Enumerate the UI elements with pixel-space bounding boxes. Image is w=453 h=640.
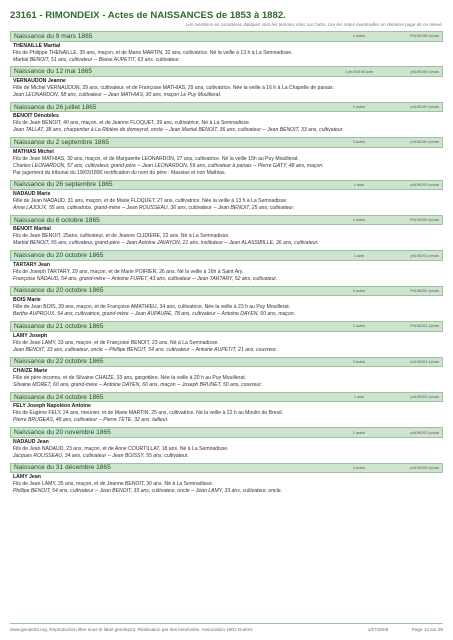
record-description: Fille de Michel VERNAUDON, 29 ans, cultivateur, et de Françoise MATHIAS, 29 ans, cultivatrice. Née la veille à 16 h à La Chapelle de panaix.: [13, 84, 334, 91]
record-photo-ref: Ph190200 /photo: [410, 218, 439, 223]
record-photo-ref: ph190201 /photo: [410, 253, 439, 258]
birth-record: [10, 137, 443, 177]
birth-record: [10, 427, 443, 460]
document-subtitle: Les mentions en caractères italiques sont les témoins cités sur l'acte. Lire les notes éventuelles en dernière page de ce relevé.: [185, 22, 443, 27]
record-header: [10, 31, 443, 42]
record-child-name: BENOIT Dénobiles: [13, 113, 59, 120]
record-child-name: NADAUD Marie: [13, 191, 51, 198]
birth-record: [10, 31, 443, 64]
record-witnesses: Charles LEONARDON, 57 ans, cultivateur, grand-père -- Jean LEONARDON, 59 ans, cultivateur à panaix -- Pierre GATY, 48 ans, maçon.: [13, 162, 324, 169]
record-date: Naissance du 6 octobre 1865: [14, 216, 100, 224]
record-photo-ref: ph190199 /photo: [410, 69, 439, 74]
record-child-name: FELY Joseph Napoléon Antoine: [13, 403, 91, 410]
record-description: Fils de Eugène FELY, 24 ans, meunier, et de Marie MARTIN, 25 ans, cultivatrice. Né la veille à 22 h au Moulin du Breuil.: [13, 410, 284, 417]
birth-record: [10, 463, 443, 496]
record-header: [10, 427, 443, 438]
record-witnesses: Silvaine MORET, 60 ans, grand-mère -- Antoine DAYEN, 60 ans, maçon -- Joseph BRUNET, 50 ans, couvreur.: [13, 382, 263, 389]
record-body: [10, 77, 443, 99]
birth-record: [10, 215, 443, 248]
record-date: Naissance du 31 décembre 1865: [14, 464, 111, 472]
record-header: [10, 286, 443, 297]
record-photo-ref: Ph190201 /photo: [410, 324, 439, 329]
record-witnesses: Martial BENOIT, 51 ans, cultivateur -- Blaise AUPETIT, 63 ans, cultivateur.: [13, 56, 181, 63]
record-body: [10, 332, 443, 354]
record-date: Naissance du 24 octobre 1865: [14, 393, 104, 401]
record-description: Fils de Jean BENOIT, 40 ans, maçon, et de Jeanne FLOQUET, 39 ans, cultivatrice. Né à La Semnadisse.: [13, 120, 251, 127]
record-child-name: THENAILLE Martial: [13, 42, 61, 49]
record-description: Fille de Jean NADAUD, 31 ans, maçon, et de Marie FLOQUET, 27 ans, cultivatrice. Née la veille à 13 h à La Semnadisse.: [13, 198, 288, 205]
record-header: [10, 102, 443, 113]
record-description: Fils de Jean LAMY, 35 ans, maçon, et de Jeanne BENOIT, 30 ans. Né à La Semnadisse.: [13, 481, 214, 488]
record-header: [10, 357, 443, 368]
record-date: Naissance du 26 septembre 1865: [14, 181, 113, 189]
record-description: Fille de père inconnu, et de Silvaine CHAIZE, 33 ans, gargotière. Née la veille à 20 h au Puy Mouillerat.: [13, 375, 247, 382]
record-acts: 3 actes: [352, 359, 366, 364]
record-acts: 3 actes: [352, 465, 366, 470]
record-acts: 1 acte: [353, 395, 365, 400]
record-date: Naissance du 9 mars 1865: [14, 32, 93, 40]
record-body: [10, 402, 443, 424]
record-body: [10, 190, 443, 212]
record-date: Naissance du 20 novembre 1865: [14, 429, 111, 437]
record-witnesses: Martial BENOIT, 55 ans, cultivateur, grand-père -- Jean Antoine JAVAYON, 21 ans, instituteur -- Jean ALASSIBILLE, 36 ans, cultivateur.: [13, 240, 319, 247]
footer-date: 1/07/2008: [367, 627, 389, 632]
record-child-name: CHAIZE Marie: [13, 368, 48, 375]
record-date: Naissance du 12 mai 1865: [14, 68, 93, 76]
record-date: Naissance du 20 octobre 1865: [14, 287, 104, 295]
record-body: [10, 148, 443, 177]
record-body: [10, 438, 443, 460]
birth-record: [10, 286, 443, 319]
record-acts: 2 actes: [352, 324, 366, 329]
record-witnesses: Phillipe BENOIT, 54 ans, cultivateur -- Jean BENOIT, 33 ans, cultivateur, oncle -- Jean LAMY, 33 ans, cultivateur, oncle.: [13, 488, 282, 495]
record-acts: 1 acte: [353, 182, 365, 187]
record-acts: 2 actes: [352, 105, 366, 110]
record-witnesses: Jacques ROUSSEAU, 34 ans, cultivateur -- Jean BOISSY, 55 ans, cultivateur.: [13, 452, 189, 459]
record-photo-ref: Ph190198 /photo: [410, 34, 439, 39]
record-child-name: LAMY Joseph: [13, 332, 48, 339]
record-date: Naissance du 21 octobre 1865: [14, 322, 104, 330]
record-header: [10, 250, 443, 261]
record-photo-ref: ph190202 /photo: [410, 430, 439, 435]
record-description: Fils de Jean BENOIT, 25ans, cultivateur, et de Jeanne CLIDIÈRE, 22 ans. Né à La Semnadisse.: [13, 233, 230, 240]
record-date: Naissance du 2 septembre 1865: [14, 138, 109, 146]
record-child-name: BOIS Marie: [13, 297, 41, 304]
record-description: Fils de Joseph TARTARY, 29 ans, maçon, et de Marie POIRIER, 26 ans. Né la veille à 16h à Saint Ary.: [13, 268, 244, 275]
record-acts: 2 actes: [352, 430, 366, 435]
document-title: 23161 - RIMONDEIX - Actes de NAISSANCES de 1853 à 1882.: [10, 10, 286, 21]
record-witnesses: Jean BENOIT, 33 ans, cultivateur, oncle -- Phillipe BENOIT, 54 ans, cultivateur -- Antoine AUPETIT, 21 ans, couvreur.: [13, 346, 278, 353]
record-body: [10, 367, 443, 389]
record-acts: 1 ph190199 acte: [344, 69, 374, 74]
record-acts: 2 actes: [352, 34, 366, 39]
record-body: [10, 42, 443, 64]
record-photo-ref: ph190201 /photo: [410, 359, 439, 364]
record-note: Par jugement du tribunal du 19/03/1890 rectification du nom du père : Massias et non Mathias.: [13, 169, 226, 176]
record-witnesses: Pierre BRUGEAS, 48 ans, cultivateur -- Pierre TETE, 32 ans, tailleur.: [13, 417, 169, 424]
footer-page-number: Page 14 sur 29: [411, 627, 443, 632]
record-child-name: VERNAUDON Jeanne: [13, 77, 66, 84]
record-witnesses: Berthe AUPROUX, 54 ans, cultivatrice, grand-mère -- Jean AUPAURE, 78 ans, cultivateur -- Antoine DAYEN, 60 ans, maçon.: [13, 311, 296, 318]
record-header: [10, 321, 443, 332]
record-header: [10, 463, 443, 474]
record-date: Naissance du 20 octobre 1865: [14, 252, 104, 260]
record-witnesses: Anne LAJOUX, 55 ans, cultivatrice, grand-mère -- Jean ROUSSEAU, 36 ans, cultivateur -- Jean BENOIT, 25 ans, cultivateur.: [13, 205, 295, 212]
record-child-name: BENOIT Martial: [13, 226, 51, 233]
record-body: [10, 225, 443, 247]
birth-record: [10, 250, 443, 283]
record-description: Fils de Jean NADAUD, 23 ans, maçon, et de Anne COURTILLAT, 18 ans. Né à La Semnadisse.: [13, 445, 229, 452]
birth-record: [10, 102, 443, 135]
record-witnesses: Jean TALLAT, 38 ans, charpentier à La Ribière de domeyrot, oncle -- Jean Martial BENOIT, 36 ans, cultivateur -- Jean BENOIT, 33 ans, cultivateur.: [13, 127, 344, 134]
record-header: [10, 180, 443, 191]
record-header: [10, 66, 443, 77]
record-description: Fille de Jean BOIS, 39 ans, maçon, et de Françoise AMATHIEU, 34 ans, cultivatrice. Née la veille à 23 h au Puy Mouillerat.: [13, 304, 291, 311]
birth-record: [10, 321, 443, 354]
record-photo-ref: Ph190200 /photo: [410, 288, 439, 293]
birth-record: [10, 357, 443, 390]
record-description: Fils de Jean MATHIAS, 30 ans, maçon, et de Marguerite LEONARDON, 27 ans, cultivatrice. Né la veille 15h au Puy Mouillerat.: [13, 155, 299, 162]
record-child-name: NADAUD Jean: [13, 438, 49, 445]
record-header: [10, 215, 443, 226]
record-body: [10, 261, 443, 283]
record-child-name: TARTARY Jean: [13, 261, 50, 268]
record-photo-ref: ph190199 /photo: [410, 105, 439, 110]
record-body: [10, 473, 443, 495]
birth-record: [10, 180, 443, 213]
record-photo-ref: ph190200 /photo: [410, 182, 439, 187]
record-date: Naissance du 22 octobre 1865: [14, 358, 104, 366]
birth-record: [10, 66, 443, 99]
record-acts: 2 actes: [352, 218, 366, 223]
record-photo-ref: ph190199 /photo: [410, 140, 439, 145]
record-body: [10, 112, 443, 134]
record-child-name: MATHIAS Michel: [13, 148, 54, 155]
record-date: Naissance du 26 juillet 1865: [14, 103, 97, 111]
record-body: [10, 296, 443, 318]
footer-credit: www.gende23.org. Reproduction libre sous le label gendep23. Réalisation par des bénévoles. Association 1901 Guéret.: [10, 627, 254, 632]
record-witnesses: Jean LÉONARDON, 58 ans, cultivateur -- Jean MATHIAS, 30 ans, maçon Le Puy Mouillerat.: [13, 91, 222, 98]
birth-record: [10, 392, 443, 425]
record-acts: 1 acte: [353, 253, 365, 258]
record-acts: 3 actes: [352, 288, 366, 293]
record-photo-ref: ph190202 /photo: [410, 465, 439, 470]
record-header: [10, 392, 443, 403]
record-child-name: LAMY Jean: [13, 474, 41, 481]
record-description: Fils de Jean LAMY, 33 ans, maçon, et de Françoise BENOIT, 23 ans. Né à La Semnadisse.: [13, 339, 219, 346]
page-footer: [10, 623, 443, 633]
record-header: [10, 137, 443, 148]
record-witnesses: Françoise NADAUD, 54 ans, grand-mère -- Antoine FURET, 43 ans, cultivateur -- Jean TARTARY, 52 ans, cultivateur.: [13, 275, 278, 282]
record-photo-ref: ph190202 /photo: [410, 395, 439, 400]
birth-records-list: [10, 31, 443, 495]
record-acts: 3 actes: [352, 140, 366, 145]
record-description: Fils de Philippe THENAILLE, 39 ans, maçon, et de Marie MARTIN, 32 ans, cultivatrice. Né la veille à 13 h à La Semnadisse.: [13, 49, 293, 56]
